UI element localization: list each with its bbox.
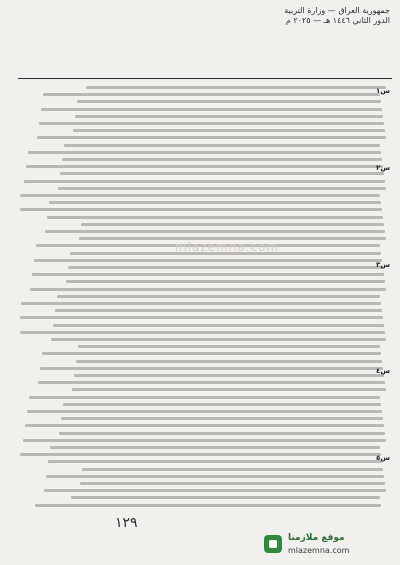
question-number: س٤	[376, 367, 390, 375]
body-text-line	[60, 172, 384, 175]
body-text-line	[37, 136, 386, 139]
body-text-line	[57, 295, 380, 298]
body-text-line	[34, 259, 382, 262]
page-number: ١٢٩	[115, 515, 138, 531]
body-text-line	[26, 165, 383, 168]
body-text-line	[80, 482, 385, 485]
body-text-line	[27, 410, 382, 413]
body-text-line	[39, 122, 384, 125]
body-text-line	[20, 208, 382, 211]
ministry-line: الدور الثاني ١٤٤٦ هـ — ٢٠٢٥ م	[285, 16, 390, 25]
question-number: س٢	[376, 164, 390, 172]
body-text-line	[78, 345, 380, 348]
body-text-line	[25, 424, 384, 427]
body-text-line	[23, 439, 386, 442]
site-logo-icon	[264, 535, 282, 553]
body-text-line	[58, 187, 386, 190]
body-text-line	[30, 288, 386, 291]
body-text-line	[44, 489, 386, 492]
body-text-line	[64, 144, 380, 147]
body-text-line	[21, 302, 381, 305]
body-text-line	[68, 266, 383, 269]
body-text-line	[74, 374, 384, 377]
body-text-line	[73, 129, 385, 132]
body-text-line	[32, 273, 384, 276]
body-text-line	[29, 396, 380, 399]
body-text-line	[40, 367, 383, 370]
body-text-line	[77, 100, 381, 103]
body-text-line	[42, 352, 381, 355]
site-logo-name: موقع ملازمنا	[288, 533, 345, 543]
body-text-line	[41, 108, 382, 111]
question-number: س١	[376, 87, 390, 95]
body-text-line	[62, 158, 382, 161]
body-text-line	[82, 468, 383, 471]
body-text-line	[59, 432, 385, 435]
body-text-line	[71, 496, 380, 499]
body-text-line	[20, 453, 381, 456]
body-text-line	[72, 388, 386, 391]
body-text-line	[47, 216, 383, 219]
body-text-line	[49, 201, 381, 204]
body-text-line	[51, 338, 386, 341]
body-text-line	[81, 223, 384, 226]
body-text-line	[86, 86, 386, 89]
body-text-line	[55, 309, 382, 312]
site-watermark: mlazemna.com	[175, 240, 280, 254]
body-text-line	[24, 180, 385, 183]
question-number: س٥	[376, 454, 390, 462]
body-text-line	[50, 446, 380, 449]
ministry-line: جمهورية العراق — وزارة التربية	[284, 6, 390, 15]
body-text-line	[48, 460, 382, 463]
body-text-line	[46, 475, 384, 478]
body-text-line	[76, 360, 382, 363]
body-text-line	[20, 331, 385, 334]
question-number: س٣	[376, 261, 390, 269]
body-text-line	[43, 93, 380, 96]
body-text-line	[20, 316, 383, 319]
site-logo[interactable]	[264, 533, 382, 559]
body-text-line	[75, 115, 383, 118]
body-text-line	[63, 403, 381, 406]
body-text-line	[61, 417, 383, 420]
body-text-line	[45, 230, 385, 233]
site-logo-url: mlazemna.com	[288, 546, 350, 555]
body-text-line	[53, 324, 384, 327]
body-text-line	[66, 280, 385, 283]
body-text-line	[35, 504, 381, 507]
body-text-line	[20, 194, 380, 197]
body-text-line	[38, 381, 385, 384]
body-text-line	[28, 151, 381, 154]
